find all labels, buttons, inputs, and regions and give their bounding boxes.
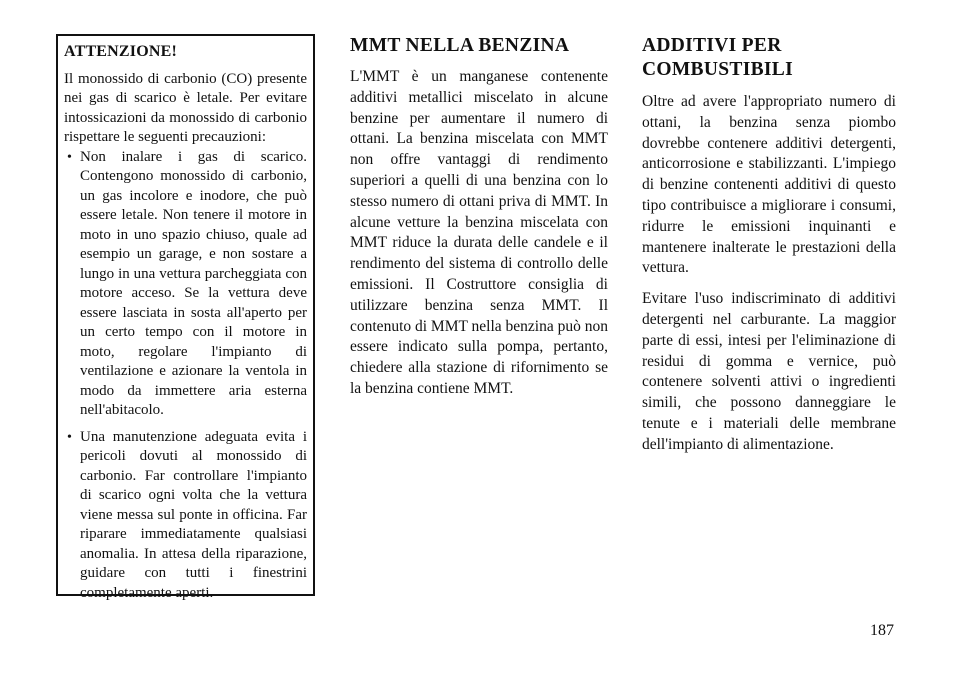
- additivi-section: [642, 34, 896, 456]
- warning-item: [64, 148, 307, 421]
- additivi-paragraph: Evitare l'uso indiscriminato di additivi detergenti nel carburante. La maggior parte di essi, intesi per l'eliminazione di residui di gomma e vernice, può contenere solventi attivi o ingredienti simili, che possono danneggiare le tenute e i materiali delle membrane dell'impianto di alimentazione.: [642, 290, 896, 453]
- warning-intro: Il monossido di carbonio (CO) presente nei gas di scarico è letale. Per evitare intossicazioni da monossido di carbonio rispettare le seguenti precauzioni:: [64, 70, 307, 145]
- page-number: 187: [870, 622, 894, 639]
- mmt-heading: MMT NELLA BENZINA: [350, 35, 570, 56]
- warning-title: ATTENZIONE!: [64, 43, 178, 60]
- additivi-heading: ADDITIVI PER COMBUSTIBILI: [642, 35, 793, 80]
- mmt-paragraph: L'MMT è un manganese contenente additivi metallici miscelato in alcune benzine per aumentare il numero di ottani. La benzina miscelata con MMT non offre vantaggi di rendimento superiori a quelli di una benzina con lo stesso numero di ottani priva di MMT. In alcune vetture la benzina miscelata con MMT riduce la durata delle candele e il rendimento del sistema di controllo delle emissioni. Il Costruttore consiglia di utilizzare benzina senza MMT. Il contenuto di MMT nella benzina può non essere indicato sulla pompa, pertanto, chiedere alla stazione di rifornimento se la benzina contiene MMT.: [350, 68, 608, 397]
- mmt-section: [350, 34, 608, 400]
- warning-item-text: Una manutenzione adeguata evita i pericoli dovuti al monossido di carbonio. Far controllare l'impianto di scarico ogni volta che la vettura viene messa sul ponte in officina. Far riparare immediatamente qualsiasi anomalia. In attesa della riparazione, guidare con tutti i finestrini completamente aperti.: [80, 428, 307, 601]
- warning-item: [64, 428, 307, 604]
- warning-box: [56, 34, 315, 601]
- warning-list: [64, 148, 307, 604]
- warning-item-text: Non inalare i gas di scarico. Contengono monossido di carbonio, un gas incolore e inodore, che può essere letale. Non tenere il motore in moto in uno spazio chiuso, quale ad esempio un garage, e non sostare a lungo in una vettura parcheggiata con motore acceso. Se la vettura deve essere lasciata in sosta all'aperto per un certo tempo con il motore in moto, regolare l'impianto di ventilazione e azionare la ventola in modo da immettere aria esterna nell'abitacolo.: [80, 148, 307, 418]
- bullet-icon: •: [67, 149, 72, 165]
- bullet-icon: •: [67, 429, 72, 445]
- additivi-paragraph: Oltre ad avere l'appropriato numero di ottani, la benzina senza piombo dovrebbe contenere additivi detergenti, anticorrosione e stabilizzanti. L'impiego di benzine contenenti additivi di questo tipo contribuisce a migliorare i consumi, ridurre le emissioni inquinanti e mantenere inalterate le prestazioni della vettura.: [642, 93, 896, 277]
